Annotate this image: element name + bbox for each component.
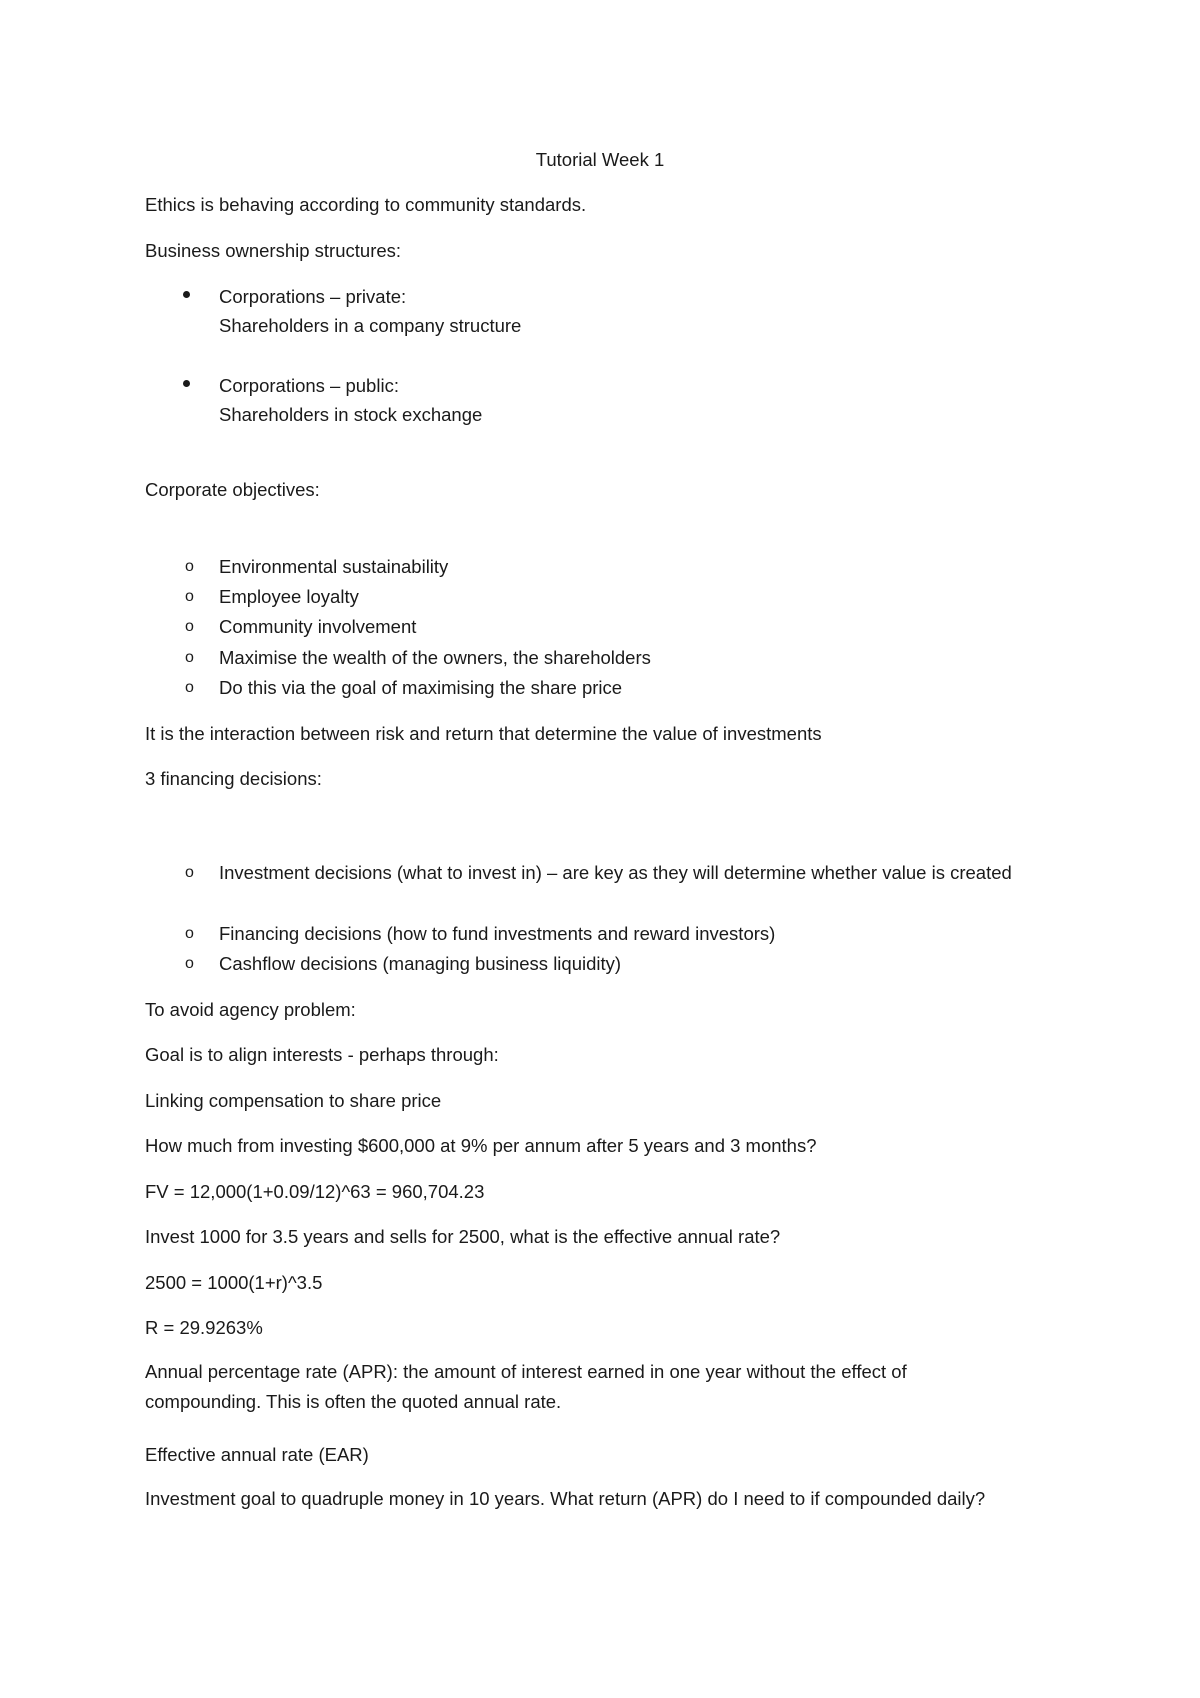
ownership-item-label: Corporations – public: xyxy=(219,375,399,396)
objectives-item: Environmental sustainability xyxy=(219,556,449,577)
agency-heading: To avoid agency problem: xyxy=(145,999,356,1020)
answer-2: R = 29.9263% xyxy=(145,1317,263,1338)
ownership-heading: Business ownership structures: xyxy=(145,240,402,261)
agency-goal: Goal is to align interests - perhaps through: xyxy=(145,1044,499,1065)
circle-bullet-icon: o xyxy=(185,864,194,881)
ear-heading: Effective annual rate (EAR) xyxy=(145,1444,369,1465)
circle-bullet-icon: o xyxy=(185,925,194,942)
circle-bullet-icon: o xyxy=(185,649,194,666)
financing-item: Investment decisions (what to invest in) – are key as they will determine whether value is created xyxy=(219,862,1012,883)
apr-definition: Annual percentage rate (APR): the amount of interest earned in one year without the effect of compounding. This is often the quoted annual rate. xyxy=(145,1361,907,1412)
question-3: Investment goal to quadruple money in 10 years. What return (APR) do I need to if compounded daily? xyxy=(145,1488,986,1509)
financing-item: Cashflow decisions (managing business liquidity) xyxy=(219,953,622,974)
objectives-item: Employee loyalty xyxy=(219,586,359,607)
question-2: Invest 1000 for 3.5 years and sells for 2500, what is the effective annual rate? xyxy=(145,1226,781,1247)
objectives-heading: Corporate objectives: xyxy=(145,479,320,500)
bullet-dot xyxy=(183,380,190,387)
financing-heading: 3 financing decisions: xyxy=(145,768,322,789)
financing-item: Financing decisions (how to fund investments and reward investors) xyxy=(219,923,776,944)
page-title: Tutorial Week 1 xyxy=(535,149,665,170)
ownership-item-detail: Shareholders in stock exchange xyxy=(219,404,483,425)
circle-bullet-icon: o xyxy=(185,679,194,696)
risk-return-statement: It is the interaction between risk and return that determine the value of investments xyxy=(145,723,822,744)
equation-2: 2500 = 1000(1+r)^3.5 xyxy=(145,1272,323,1293)
answer-1: FV = 12,000(1+0.09/12)^63 = 960,704.23 xyxy=(145,1181,485,1202)
agency-linking: Linking compensation to share price xyxy=(145,1090,442,1111)
circle-bullet-icon: o xyxy=(185,588,194,605)
ethics-statement: Ethics is behaving according to community standards. xyxy=(145,194,587,215)
objectives-item: Maximise the wealth of the owners, the shareholders xyxy=(219,647,651,668)
ownership-item-label: Corporations – private: xyxy=(219,286,407,307)
question-1: How much from investing $600,000 at 9% per annum after 5 years and 3 months? xyxy=(145,1135,817,1156)
bullet-dot xyxy=(183,291,190,298)
objectives-item: Community involvement xyxy=(219,616,417,637)
objectives-item: Do this via the goal of maximising the share price xyxy=(219,677,623,698)
ownership-item-detail: Shareholders in a company structure xyxy=(219,315,522,336)
circle-bullet-icon: o xyxy=(185,618,194,635)
circle-bullet-icon: o xyxy=(185,955,194,972)
circle-bullet-icon: o xyxy=(185,558,194,575)
